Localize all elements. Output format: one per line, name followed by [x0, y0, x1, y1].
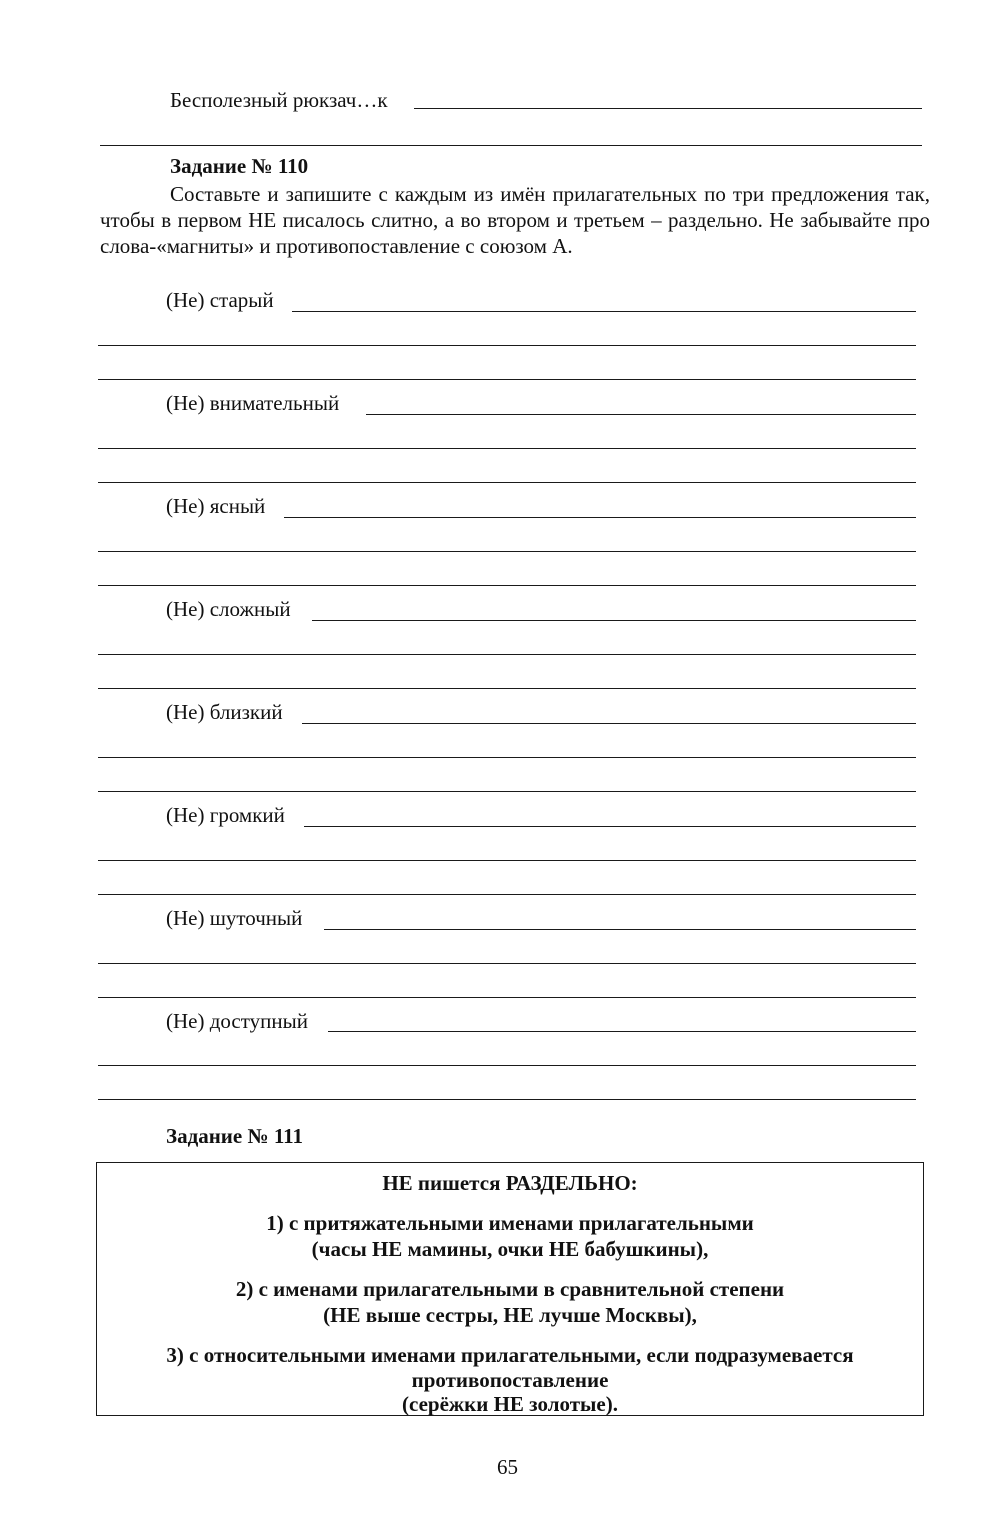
answer-line[interactable]	[98, 1099, 916, 1100]
item-label-slozhnyi: (Не) сложный	[166, 597, 291, 621]
item-label-gromkii: (Не) громкий	[166, 803, 285, 827]
answer-line[interactable]	[324, 929, 916, 930]
top-line-label: Бесполезный рюкзач…к	[170, 88, 388, 112]
answer-line[interactable]	[98, 963, 916, 964]
answer-line[interactable]	[100, 145, 922, 146]
answer-line[interactable]	[98, 997, 916, 998]
answer-line[interactable]	[98, 345, 916, 346]
rule-3-line-1: 3) с относительными именами прилагательными, если подразумевается	[166, 1343, 854, 1367]
answer-line[interactable]	[98, 654, 916, 655]
page-number: 65	[497, 1455, 518, 1479]
answer-line[interactable]	[98, 1065, 916, 1066]
answer-line[interactable]	[98, 894, 916, 895]
answer-line[interactable]	[304, 826, 916, 827]
answer-line[interactable]	[98, 448, 916, 449]
answer-line[interactable]	[366, 414, 916, 415]
item-label-staryi: (Не) старый	[166, 288, 274, 312]
rule-3-line-3: (серёжки НЕ золотые).	[402, 1392, 618, 1416]
item-label-blizkii: (Не) близкий	[166, 700, 283, 724]
answer-line[interactable]	[312, 620, 916, 621]
item-label-dostupnyi: (Не) доступный	[166, 1009, 308, 1033]
answer-line[interactable]	[302, 723, 916, 724]
task-110-title: Задание № 110	[170, 154, 309, 178]
item-label-shutochnyi: (Не) шуточный	[166, 906, 303, 930]
answer-line[interactable]	[98, 379, 916, 380]
answer-line[interactable]	[414, 108, 922, 109]
task-111-title: Задание № 111	[166, 1124, 304, 1148]
rule-1-line-2: (часы НЕ мамины, очки НЕ бабушкины),	[311, 1237, 709, 1261]
answer-line[interactable]	[292, 311, 916, 312]
rule-2-line-2: (НЕ выше сестры, НЕ лучше Москвы),	[323, 1303, 697, 1327]
item-label-vnimatelnyi: (Не) внимательный	[166, 391, 340, 415]
answer-line[interactable]	[98, 757, 916, 758]
rule-1-line-1: 1) с притяжательными именами прилагательными	[266, 1211, 754, 1235]
rule-3-line-2: противопоставление	[411, 1368, 609, 1392]
answer-line[interactable]	[98, 688, 916, 689]
answer-line[interactable]	[98, 791, 916, 792]
answer-line[interactable]	[98, 585, 916, 586]
answer-line[interactable]	[98, 860, 916, 861]
task-110-instructions: Составьте и запишите с каждым из имён прилагательных по три предложения так, чтобы в первом НЕ писалось слитно, а во втором и третьем – раздельно. Не забывайте про слова-«магниты» и противопоставление с союзом А.	[100, 182, 930, 258]
rule-2-line-1: 2) с именами прилагательными в сравнительной степени	[235, 1277, 785, 1301]
answer-line[interactable]	[98, 482, 916, 483]
item-label-yasnyi: (Не) ясный	[166, 494, 266, 518]
answer-line[interactable]	[284, 517, 916, 518]
rule-box	[96, 1162, 924, 1416]
answer-line[interactable]	[98, 551, 916, 552]
rule-box-heading: НЕ пишется РАЗДЕЛЬНО:	[382, 1171, 638, 1195]
answer-line[interactable]	[328, 1031, 916, 1032]
